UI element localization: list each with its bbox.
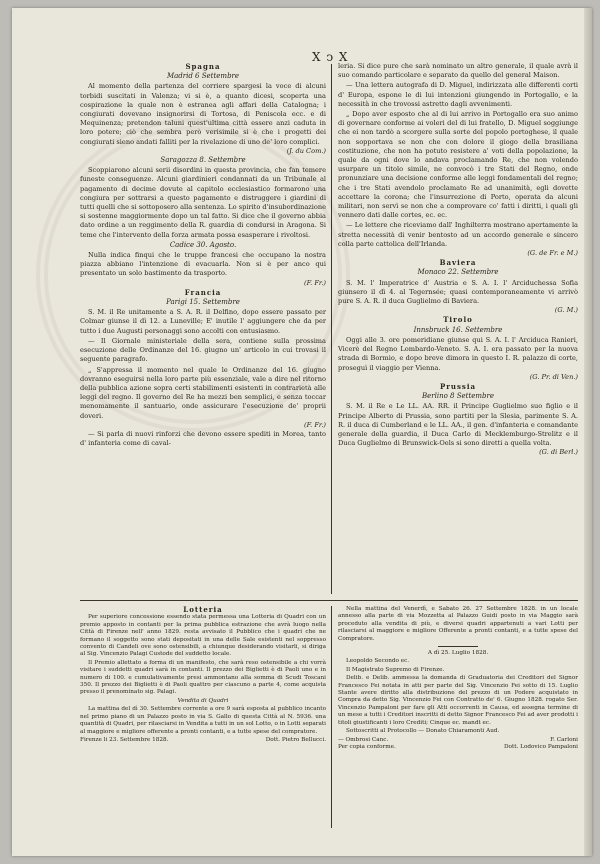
source-berlino: (G. di Berl.) (539, 448, 578, 457)
column-divider (331, 64, 332, 594)
notice-vendita-signature-line (80, 737, 326, 744)
article-parigi-2: — Il Giornale ministeriale della sera, contiene sulla prossima esecuzione delle Ordinanze del 16. giugno un' articolo in cui trovasi il seguente paragrafo. (80, 336, 326, 364)
section-head-bavaria: Baviera (439, 258, 477, 268)
article-portugal-3: — Le lettere che riceviamo dall' Inghilterra mostrano apertamente la stretta necessità di venir bentosto ad un accordo generale e sincero colla parte cattolica dell'Irlanda. (338, 221, 578, 248)
notice-head-lotteria: Lotteria (183, 605, 223, 614)
section-head-france: Francia (184, 287, 222, 297)
notice-vendita-signature: Dott. Pietro Bellucci. (265, 736, 326, 743)
edict-date: A dì 25. Luglio 1828. (427, 650, 489, 657)
notice-vendita: La mattina del dì 30. Settembre corrente a ore 9 sarà esposta al pubblico incanto nel primo piano di un Palazzo posto in via S. Gallo di questa Città al N. 5936. una quantità di Quadri, per rilasciarsi in Vendita a tutti in un sol Lotto, o in Lotti separati al maggiore e migliore offerente a pronti contanti, e a tutte spese del compratore. (80, 706, 326, 735)
source-cadice: (F. Fr.) (304, 278, 326, 287)
article-portugal-2: „ Dopo aver esposto che al di lui arrivo in Portogallo era suo animo di governare conforme ai voleri del di lui fratello, D. Miguel soggiunge che ei non tardò a scorgere sulla sorte del popolo portoghese, il quale non sopportava se non che con dolore il giogo della brasiliana costituzione, che non ha potuto resistere a' voti della popolazione, la quale da ogni dove lo andava proclamando Re, che non volendo usurpare un titolo simile, ne convocò i tre Stati del Regno, onde pronunziare una decisione conforme alle leggi fondamentali del regno; che i tre Stati avendolo proclamato Re ad unanimità, egli dovette accettare la corona; che l'insurrezione di Porto, operata da alcuni militari, non servì se non che a comprovare co' fatti i diritti, i quali gli vennero dati dalle cortes, ec. ec. (338, 110, 578, 220)
edict-text: Delib. e Delib. ammessa la domanda di Graduatoria dei Creditori del Signor Francesco Fei notata in atti per parte del Sig. Vincenzio Fei sotto di 15. Luglio Stante avere diritto alla distribuzione del prezzo di un Podere acquistato in Compra da detto Sig. Vincenzio Fei con Contratto de' 6. Giugno 1828. rogato Ser. Vincenzio Pampaloni per fare gli Atti occorrenti in Causa, ed assegna termine di un mese a tutti i Creditori inscritti di detto Signor Francesco Fei ad aver prodotti i titoli giustificanti i loro Crediti; Cinque ec. mandt ec. (338, 675, 578, 726)
section-head-spain: Spagna (185, 62, 221, 71)
section-head-prussia: Prussia (439, 381, 477, 391)
notice-separator (438, 646, 478, 647)
edict-signed: Sottoscritti al Protocollo — Donato Chiaramonti Aud. (346, 728, 500, 735)
article-parigi-4: — Si parla di nuovi rinforzi che devono essere spediti in Morea, tanto d' infanteria come di caval- (80, 429, 326, 448)
source-monaco: (G. M.) (554, 306, 578, 315)
dateline-innsbruck: Innsbruck 16. Settembre (413, 325, 503, 334)
copy-label: Per copia conforme. (338, 743, 396, 750)
source-parigi: (F. Fr.) (304, 420, 326, 429)
section-head-tyrol: Tirolo (443, 315, 473, 325)
notices-divider (80, 600, 578, 601)
edict-signed-2: — Ombrosi Canc. (338, 736, 389, 743)
copy-signature: Dott. Lodovico Pampaloni (504, 743, 578, 750)
article-innsbruck: Oggi alle 3. ore pomeridiane giunse qui S. A. I. l' Arciduca Ranieri, Vicerè del Regno Lombardo-Veneto. S. A. I. era passato per la nuova strada di Bormio, e dopo breve dimora in questo I. R. palazzo di corte, proseguì il viaggio per Vienna. (338, 335, 578, 372)
edict-sovereign: Leopoldo Secondo ec. (346, 658, 410, 665)
article-berlino: S. M. il Re e Le LL. AA. RR. il Principe Guglielmo suo figlio e il Principe Alberto di Prussia, sono partiti per la Slesia, parimente S. A. R. il duca di Cumberland e le LL. AA., il gen. d'infanteria e comandante generale della guardia, il Duca Carlo di Mecklemburgo-Strelitz e il Duca Guglielmo di Brunswick-Oels si sono diretti a quella volta. (338, 402, 578, 448)
dateline-cadice: Cadice 30. Agosto. (169, 240, 237, 249)
newspaper-page (12, 8, 592, 856)
source-innsbruck: (G. Pr. di Ven.) (529, 372, 578, 381)
article-parigi-1: S. M. il Re unitamente a S. A. R. il Delfino, dopo essere passato per Colmar giunse il dì 12. a Luneville; E' inutile l' aggiungere che da per tutto i due Augusti personaggi sono accolti con entusiasmo. (80, 308, 326, 335)
dateline-parigi: Parigi 15. Settembre (166, 298, 240, 307)
notice-sale: Nella mattina del Venerdì, e Sabato 26. 27 Settembre 1828. in un locale annesso alla parte di via Mozzetta al Palazzo Guidi posto in via Maggio sarà proceduto alla vendita di più, e diversi quadri appartenuti a vari Lotti per rilasciarsi al maggiore e migliore Offerente a pronti contanti, e a tutte spese del Compratore. (338, 606, 578, 642)
edict-clerk-line (338, 737, 578, 744)
dateline-saragozza: Saragozza 8. Settembre (160, 156, 246, 165)
source-portugal: (G. de Fr. e M.) (527, 249, 578, 258)
dateline-monaco: Monaco 22. Settembre (417, 268, 499, 277)
edict-clerk: F. Carloni (550, 736, 578, 743)
dateline-berlino: Berlino 8 Settembre (421, 392, 495, 401)
copy-conform-line (338, 744, 578, 751)
article-madrid: Al momento della partenza del corriere spargesi la voce di alcuni torbidi suscitati in Valenza; vi si è, a quanto dicesi, scoperta una cospirazione la quale non è estranea agli affari della Catalogna; i congiurati dovevano insignorirsi di Tortosa, di Peniscola ecc. e di Mequinenza; pretendon taluni quest'ultima città essere anzi caduta in loro potere; ciò che sembra però verisimile si è che i progetti dei congiurati sieno andati falliti per la rivelazione di uno de' loro complici. (80, 82, 326, 146)
notice-lotteria: Per superiore concessione essendo stata permessa una Lotteria di Quadri con un premio apposto in contanti per la prima pubblica estrazione che avrà luogo nella Città di Firenze nell' anno 1829. resta avvisato il Pubblico che i quadri che ne formano il soggetto sono stati depositati in una delle Sale esistenti nel soppresso convento di Candeli ove sono ostensibili, a chiunque desiderando visitarli, si diriga al Sig. Vincenzio Palagi Custode del suddetto locale. (80, 614, 326, 658)
article-saragozza: Scoppiarono alcuni serii disordini in questa provincia, che fan temere funeste conseguenze. Alcuni giardinieri condannati da un Tribunale al pagamento di decime dovute al capitolo ecclesiastico formarono una congiura per sottrarsi a questo pagamento e distruggere i giardini di tutti quelli che si sottoposero alla sentenza. Lo spirito d'insubordinazione si sostenne maggiormente dopo un tal fatto. Si dice che il governo abbia dato ordine a un reggimento della R. guardia di condursi in Aragona. Si teme che l'intervento della forza armata possa esasperare i rivoltosi. (80, 166, 326, 239)
source-madrid: (J. du Com.) (286, 146, 326, 155)
notice-head-vendita: Vendita di Quadri (177, 697, 229, 704)
article-continuation: leria. Si dice pure che sarà nominato un altro generale, il quale avrà il suo comando particolare e separato da quello del general Maison. (338, 62, 578, 80)
right-column (338, 62, 578, 458)
dateline-madrid: Madrid 6 Settembre (166, 72, 240, 81)
notice-lotteria-2: Il Premio allettato a forma di un manifesto, che sarà reso ostensibile a chi vorrà visitare i suddetti quadri sarà in contanti. Il prezzo dei Biglietti è di Paoli uno e in numero di 100. e cumulativamente presi ammontano alla somma di Scudi Toscani 350. Il prezzo dei Biglietti è di Paoli quattro per ciascuno a parte 4, come acquista presso il prenominato sig. Palagi. (80, 659, 326, 696)
left-column (80, 62, 326, 449)
article-parigi-3: „ S'appressa il momento nel quale le Ordinanze del 16. giugno dovranno eseguirsi nella loro parte più essenziale, vale a dire nel ritorno della pubblica azione sopra certi stabilimenti esistenti in contrarietà alle leggi del regno. Il governo del Re ha mezzi ben semplici, e senza toccar menomamente il santuario, onde assicurare l'esecuzione de' proprii doveri. (80, 365, 326, 420)
article-cadice: Nulla indica finqui che le truppe francesi che occupano la nostra piazza abbiano l'intenzione di evacuarla. Non si è per anco qui presentato un solo bastimento da trasporto. (80, 251, 326, 278)
article-monaco: S. M. l' Imperatrice d' Austria e S. A. I. l' Arciduchessa Sofia giunsero il dì 4. al Tegernsée; quasi contemporaneamente vi arrivò pure S. A. R. il duca Guglielmo di Baviera. (338, 278, 578, 306)
page-number: X ↄ X (312, 50, 349, 64)
notices-left-column (80, 606, 326, 744)
notices-right-column (338, 606, 578, 751)
notices-column-divider (331, 606, 332, 828)
article-portugal-1: — Una lettera autografa di D. Miguel, indirizzata alle differenti corti d' Europa, espone le di lui intenzioni giungendo in Portogallo, e la necessità in che trovossi astretto dagli avvenimenti. (338, 81, 578, 108)
notice-vendita-date: Firenze li 23. Settembre 1828. (80, 736, 169, 743)
page-edge-shadow (584, 8, 592, 856)
edict-court: Il Magistrato Supremo di Firenze. (346, 666, 445, 673)
